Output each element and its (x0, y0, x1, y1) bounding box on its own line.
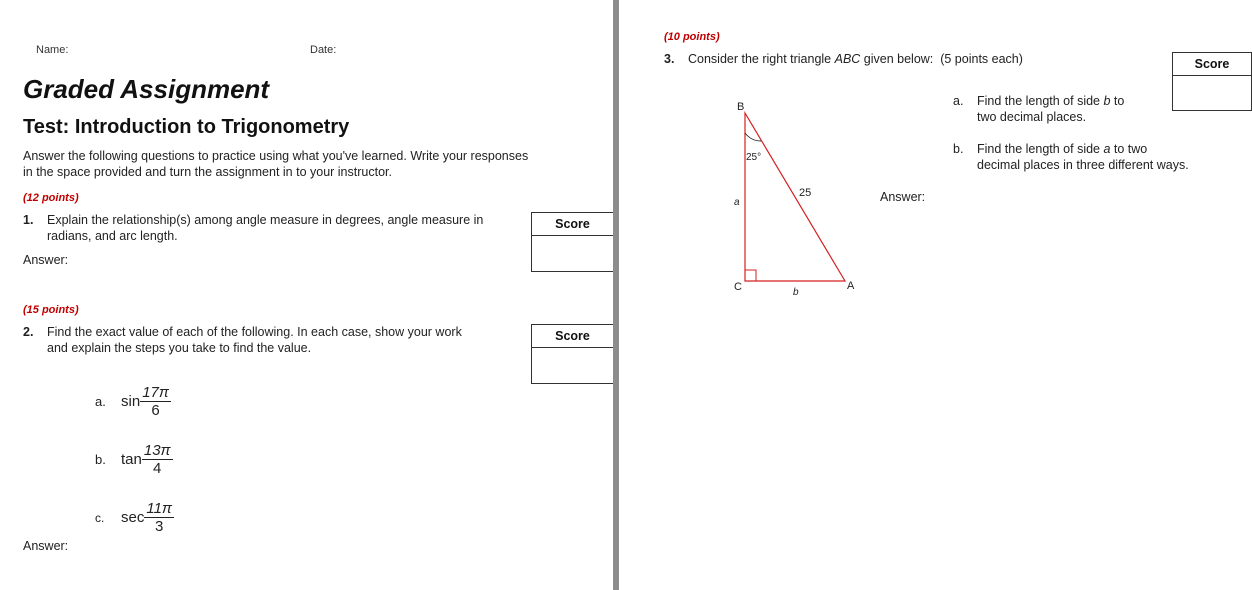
q1-line-2: radians, and arc length. (47, 229, 178, 243)
q3-points: (10 points) (664, 31, 720, 43)
header-date-label: Date: (310, 44, 337, 56)
q3-number: 3. (664, 52, 675, 66)
q3-score-box[interactable] (1172, 52, 1252, 111)
q2-points: (15 points) (23, 304, 79, 316)
q2-item-letter: a. (95, 394, 106, 409)
q1-number: 1. (23, 213, 34, 227)
q2-item-b (95, 442, 173, 477)
q2-item-fraction (142, 442, 173, 477)
q3-score-label: Score (1173, 53, 1251, 76)
intro-line-1: Answer the following questions to practice using what you've learned. Write your responses (23, 149, 529, 163)
q1-line-1: Explain the relationship(s) among angle measure in degrees, angle measure in (47, 213, 484, 227)
q3-part-a-line1-pre: Find the length of side (977, 94, 1104, 108)
q3-part-b-line1-pre: Find the length of side (977, 142, 1104, 156)
intro-line-2: in the space provided and turn the assignment in to your instructor. (23, 165, 392, 179)
q3-part-b-line2: decimal places in three different ways. (977, 158, 1189, 172)
q2-text (23, 324, 523, 356)
q2-item-function: sec (121, 509, 145, 526)
page-divider (613, 0, 619, 590)
page-title: Graded Assignment (23, 74, 270, 104)
test-subtitle: Test: Introduction to Trigonometry (23, 116, 350, 138)
q2-item-letter: c. (95, 510, 105, 525)
q2-line-2: and explain the steps you take to find the value. (47, 341, 312, 355)
q1-text (23, 212, 523, 244)
q1-points: (12 points) (23, 192, 79, 204)
q3-part-letter: a. (953, 94, 964, 108)
header-name-label: Name: (36, 44, 69, 56)
triangle-diagram (726, 95, 866, 300)
q3-prompt-pre: Consider the right triangle (688, 52, 835, 66)
fraction-denominator: 4 (153, 460, 162, 477)
fraction-denominator: 3 (154, 518, 164, 535)
triangle-shape (745, 113, 845, 281)
side-a-label: a (734, 197, 740, 208)
q2-score-box[interactable] (531, 324, 614, 384)
vertex-c-label: C (734, 281, 742, 293)
q2-item-function: sin (121, 393, 141, 410)
q3-prompt-post: given below: (5 points each) (860, 52, 1023, 66)
q3-part-letter: b. (953, 142, 964, 156)
fraction-denominator: 6 (151, 402, 160, 419)
q3-part-a-var: b (1103, 94, 1111, 108)
q2-line-1: Find the exact value of each of the following. In each case, show your work (47, 325, 462, 339)
vertex-a-label: A (847, 280, 855, 292)
q2-answer-label: Answer: (23, 539, 69, 553)
intro-text (23, 148, 603, 180)
q2-item-function: tan (121, 451, 142, 468)
fraction-numerator: 11π (146, 500, 172, 517)
q3-prompt (664, 51, 1144, 67)
q3-part-b-line1-post: to two (1110, 142, 1148, 156)
q2-score-label: Score (532, 325, 613, 348)
q3-part-b-var: a (1103, 142, 1111, 156)
q2-item-c (95, 500, 174, 535)
side-b-label: b (793, 287, 799, 298)
q3-part-a (953, 93, 1168, 125)
vertex-b-label: B (737, 101, 745, 113)
q2-number: 2. (23, 325, 34, 339)
q3-part-b (953, 141, 1223, 173)
q1-answer-label: Answer: (23, 253, 69, 267)
q2-item-a (95, 384, 171, 419)
q2-item-fraction (144, 500, 174, 535)
right-angle-marker (745, 270, 756, 281)
angle-label: 25° (746, 152, 762, 163)
q3-part-a-line2: two decimal places. (977, 110, 1087, 124)
q1-score-label: Score (532, 213, 613, 236)
q2-item-fraction (140, 384, 171, 419)
hypotenuse-label: 25 (799, 187, 812, 199)
q3-part-a-line1-post: to (1110, 94, 1125, 108)
q3-answer-label: Answer: (880, 190, 926, 204)
q2-item-letter: b. (95, 452, 106, 467)
q1-score-box[interactable] (531, 212, 614, 272)
fraction-numerator: 13π (143, 442, 171, 459)
q3-prompt-triangle-name: ABC (834, 52, 861, 66)
fraction-numerator: 17π (142, 384, 169, 401)
